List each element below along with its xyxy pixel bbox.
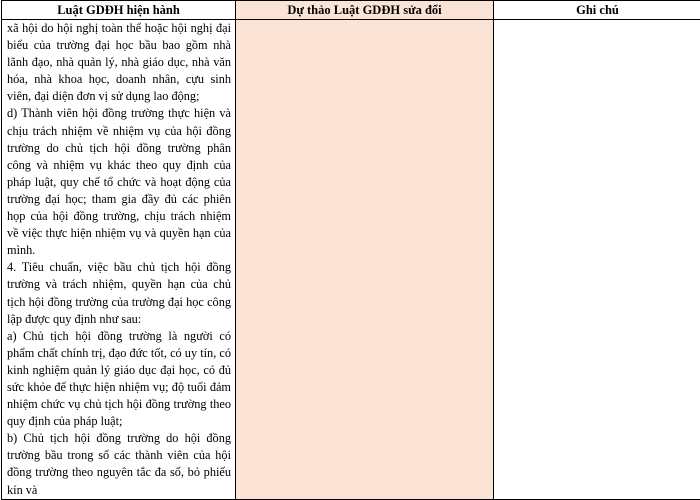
current-law-paragraph: 4. Tiêu chuẩn, việc bầu chủ tịch hội đồng trường và trách nhiệm, quyền hạn của chủ tịch hội đồng trường của trường đại học công lập được quy định như sau:	[7, 259, 231, 327]
current-law-paragraph: d) Thành viên hội đồng trường thực hiện và chịu trách nhiệm về nhiệm vụ của hội đồng trường do chủ tịch hội đồng trường phân công và nhiệm vụ khác theo quy định của pháp luật, quy chế tổ chức và hoạt động của trường đại học; tham gia đầy đủ các phiên họp của hội đồng trường, chịu trách nhiệm về việc thực hiện nhiệm vụ và quyền hạn của mình.	[7, 105, 231, 259]
current-law-cell	[2, 20, 236, 500]
current-law-paragraph: xã hội do hội nghị toàn thể hoặc hội nghị đại biểu của trường đại học bầu bao gồm nhà lãnh đạo, nhà quản lý, nhà giáo dục, nhà văn hóa, nhà khoa học, doanh nhân, cựu sinh viên, đại diện đơn vị sử dụng lao động;	[7, 20, 231, 105]
header-current-law: Luật GDĐH hiện hành	[2, 1, 236, 20]
header-row	[2, 1, 700, 20]
current-law-paragraph: b) Chủ tịch hội đồng trường do hội đồng trường bầu trong số các thành viên của hội đồng trường theo nguyên tắc đa số, bỏ phiếu kín và	[7, 430, 231, 498]
header-draft-law: Dự thảo Luật GDĐH sửa đổi	[236, 1, 494, 20]
notes-cell	[494, 20, 700, 500]
header-notes: Ghi chú	[494, 1, 700, 20]
current-law-paragraph: a) Chủ tịch hội đồng trường là người có phẩm chất chính trị, đạo đức tốt, có uy tín, có kinh nghiệm quản lý giáo dục đại học, có đủ sức khỏe để thực hiện nhiệm vụ; độ tuổi đảm nhiệm chức vụ chủ tịch hội đồng trường theo quy định của pháp luật;	[7, 328, 231, 431]
content-row	[2, 20, 700, 500]
comparison-table	[1, 0, 700, 500]
draft-law-cell	[236, 20, 494, 500]
